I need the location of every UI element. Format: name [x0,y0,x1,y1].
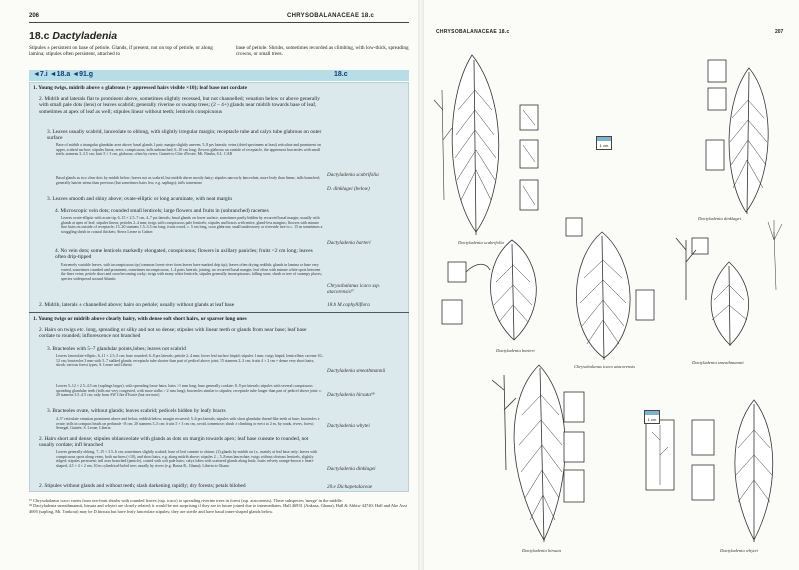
key-lead-2: 2. Midrib and laterals flat to prominent above, sometimes slightly recessed, but not channelled; venation below or above generally with small pale dots (lens) or leaves scabrid; generally riverine or swamp trees; (2 – 4+) glands near midrib towards base of leaf, sometimes at apex of leaf as well; stipules linear without teeth; lenticels conspicuous [39,96,320,115]
key-lead-4b: 4. No vein dots; some lenticels markedly elongated, conspicuous; flowers in axillary panicles; fruits <2 cm long; leaves often drip-tipped [55,248,313,261]
detail-panel [692,420,714,455]
detail-panel [692,465,714,500]
detail-panel [708,60,726,82]
key-bullet-3d: Leaves 5–12 × 2.5–4.5 cm (saplings larger), with spreading loose hairs; hairs >1 mm long; base generally cordate; 8–9 prs laterals; stipules with several conspicuous spreading glandular teeth (infls not very congested, with more stalks > 2 mm long); bracteoles similar to stipules; receptacle tube longer than part of pedicel above joint; c. 20 stamens 3.5–4.5 cm; only from SW Côte d'Ivoire (but see note) [56,384,322,398]
botanical-illustrations [424,0,799,570]
key-lead-2d: 2. Hairs short and dense; stipules oblanceolate with glands as dots on margin towards apex; leaf base cuneate to rounded, not usually cordate; infl branched [39,436,309,449]
taxon-result: Chrysobalanus icaco ssp. atacorensis⁶⁷ [327,283,381,295]
genus-heading [29,30,117,42]
scale-bar: 1 cm [644,410,660,424]
key-lead-2e: 2. Stipules without glands and without teeth; slash darkening rapidly; dry forests; petals bilobed [39,483,246,489]
key-lead-1b: 1. Young twigs or midrib above clearly hairy, with dense soft short hairs, or sparser long ones [33,316,247,322]
detail-panel [564,392,584,422]
detail-panel [708,88,726,110]
key-bullet-3a: Base of midrib a triangular glandular area above; basal glands 1 pair; margin slightly uneven; 5–8 prs laterals; veins (dried specimens at least) reticulate and prominent on upper, scabrid surface; stipules linear, erect, conspicuous; infls unbranched, 6–10 cm long; flowers glabrous on outside of receptacle, the uppermost bracteoles with small teeth; stamens 3–3.5 cm; fruit 5 × 3 cm, glabrous; often by rivers; Guinée to Côte d'Ivoire, Mt. Nimba, S.L. CAR [56,143,321,157]
leaf-hirsuta-drawing [514,365,565,540]
taxon-result: Dactyladenia smeathmannii [327,368,386,374]
scale-bar: 1 cm [596,136,612,150]
detail-panel [564,470,584,502]
genus-number: 18.c [29,30,50,42]
key-lead-4: 4. Microscopic vein dots; rounded small lenticels; large flowers and fruits in (unbranched) racemes [55,208,269,214]
taxon-result: Dactyladenia scabrifolia [327,172,379,178]
key-bullet-4a: Leaves ovate-elliptic with acute tip, 6–15 × 2.5–7 cm, 4–7 prs laterals; basal glands on lower surface, sometimes partly hidden by recurved basal margin; usually with glands at apex of leaf; stipules linear; petioles 2–4 mm; twigs with conspicuous pale lenticels; stipules and bracts with entire, gland-less margins; flowers with minute fine hairs on outside of receptacle; 15–20 stamens 1.5–3.5 cm long; fruits ovoid, c. 5 cm long, soon glabrous; small understorey or riverside tree to c. 15 m sometimes a straggling shrub in coastal thickets; Sierra Leone to Gabon [61,216,323,235]
running-header-right: CHRYSOBALANACEAE 18.c [436,29,510,35]
illustration-caption: Dactyladenia barteri [496,348,535,353]
key-bullet-4b: Extremely variable leaves, with inconspicuous tip (common forest-river form leaves have marked drip tip); leaves often drying reddish; glands in lamina or base very varied, sometimes rounded and prominent, sometimes inconspicuous; 1–4 pairs laterals, joining, no recurved basal margin; leaf often with minute white spots between the finer veins; petiole short and soon becoming corky; twigs with many white lenticels; stipules generally inconspicuous, falling soon; shrub or tree of swampy places; species widespread around Atlantic [61,263,322,282]
genus-intro-left: Stipules ± persistent on base of petiole. Glands, if present, not on top of petiole, or along lamina; stipules often persistent, attached to [29,45,213,58]
key-navigation-links[interactable]: ◄7.i ◄18.a ◄91.g [33,71,94,78]
footnote: ⁶⁷ Chrysobalanus icaco varies from sea-front shrubs with rounded leaves (ssp. icaco) to spreading riverine trees in forest (ssp. atacorensis). These subspecies 'merge' in the middle. [29,498,343,503]
taxon-result: Dactyladenia whytei [327,423,370,429]
page-number-left: 206 [29,13,40,19]
running-header-left: CHRYSOBALANACEAE 18.c [287,13,375,19]
key-bullet-3b: Basal glands as two clear dots by midrib below; leaves not as scabrid, but midrib above mostly hairy; stipules narrowly lanceolate, more leafy than linear; infls branched; generally hairier stems than previous (but sometimes hairs few, e.g. saplings); infls tomentose [56,176,320,185]
taxon-result: D. dinklagei (below) [327,186,370,192]
illustration-caption: Dactyladenia scabrifolia [458,240,504,245]
illustration-caption: Dactyladenia smeathmannii [692,360,744,365]
taxon-result: Dactyladenia barteri [327,240,371,246]
key-bullet-2d: Leaves generally oblong, 7–15 × 3.5–6 cm; sometimes slightly scabrid; base of leaf cuneate to obtuse; (2) glands by midrib on l.s., mainly at leaf base only; leaves with conspicuous spots along veins, both surfaces (×10), and short hairs, e.g. along midrib above; stipules 2 – 5–8 mm lanceolate; twigs without obvious lenticels, slightly ridged; stipules persistent; infl axes branched (panicle), coated with soft pale hairs; calyx lobes with scattered glands along back; fruits velvety orange-brown ± heart-shaped, 4.5 × 4 × 2 cm; 10 m cylindrical-boled tree; usually by rivers (e.g. Bonsa R., Ghana); Liberia to Ghana [56,450,318,469]
detail-panel [636,290,654,320]
key-tag: 18.c [334,71,348,78]
detail-panel [564,432,584,462]
key-lead-3b: 3. Leaves smooth and shiny above; ovate-elliptic or long acuminate, with neat margin [47,196,232,202]
footnote: ⁶⁸ Dactyladenia smeathmannii, hirsuta and whytei are closely related; it would be not surprising if they are in future joined due to intermediates. Hall 46931 (Ankasa, Ghana), Hall & Abbiw 44740; Hall and Ake Assi 4695 (sapling, Mt. Tonkoui) may be D.hirsuta but have leafy lanceolate stipules; they are sterile and have basal inner-shaped glands below. [29,503,407,514]
key-divider [29,312,409,313]
detail-panel [442,300,462,324]
right-page [424,0,799,570]
illustration-caption: Chrysobalanus icaco atacorensis [574,364,636,369]
taxon-result: Dactyladenia dinklagei [327,466,376,472]
detail-panel [520,180,538,210]
illustration-caption: Dactyladenia hirsuta [522,548,561,553]
key-lead-3c: 3. Bracteoles with 5–7 glandular points,lobes; leaves not scabrid [47,346,186,352]
key-lead-3d: 3. Bracteoles ovate, without glands; leaves scabrid; pedicels hidden by leafy bracts [47,408,226,414]
genus-name: Dactyladenia [52,30,118,42]
key-lead-3: 3. Leaves usually scabrid, lanceolate to oblong, with slightly irregular margin; receptacle tube and calyx tube glabrous on outer surface [47,129,322,142]
detail-panel [520,140,538,168]
illustration-caption: Dactyladenia dinklagei [698,216,741,221]
key-lead-2b: 2. Midrib, laterals ± channelled above; hairs on petiole; usually without glands at leaf base [39,302,235,308]
header-rule [29,22,409,23]
key-lead-1: 1. Young twigs, midrib above ± glabrous (+ appressed hairs visible ×10); leaf base not cordate [33,85,248,91]
detail-panel [706,140,724,170]
key-lead-2c: 2. Hairs on twigs etc. long, spreading or silky and not so dense; stipules with linear teeth or glands from near base; leaf base cordate to rounded; inflorescence not branched [39,327,307,340]
footnotes [29,498,409,514]
page-number-right: 207 [775,29,784,35]
detail-panel [566,218,582,236]
illustration-caption: Dactyladenia whytei [720,548,758,553]
taxon-result: 18.b M.caphylliflora [327,302,370,308]
detail-panel [448,262,466,282]
taxon-result: Dactyladenia hirsuta⁶⁸ [327,392,375,398]
taxon-result: 20.e Dichapetalaceae [327,484,373,490]
key-bullet-3e: 4–5° reticulate venation prominent above and below, reddish below; margin recurved; 5–6 prs laterals; stipules with short glandular thread-like teeth at base; bracteoles ± ovate; infls in compact heads on peduncle <8 cm; 20 stamens 3–5 cm; fruits 5 × 3 cm cm, ovoid, tomentose; shrub ± climbing or erect to 2 m, by roads, rivers, forest; Senegal, Guinée, S. Leone, Liberia [56,417,320,431]
genus-intro-right: base of petiole. Shrubs, sometimes recorded as climbing, with low-thick, spreading crowns, or small trees. [236,45,409,58]
key-bullet-3c: Leaves lanceolate-elliptic, 6–11 × 2.5–5 cm; base rounded; 6–8 prs laterals; petiole 2–4 mm; lower leaf surface hispid; stipules 1 mm; twigs hispid, lenticellate; raceme 10–12 cm; bracteoles 3 mm with 5–7 stalked glands; receptacle tube shorter than part of pedicel above joint; 15 stamens 2–3 cm; fruits 4 × 2 cm + dense very short hairs; shrub, various forest types; S. Leone and Liberia [56,354,324,368]
